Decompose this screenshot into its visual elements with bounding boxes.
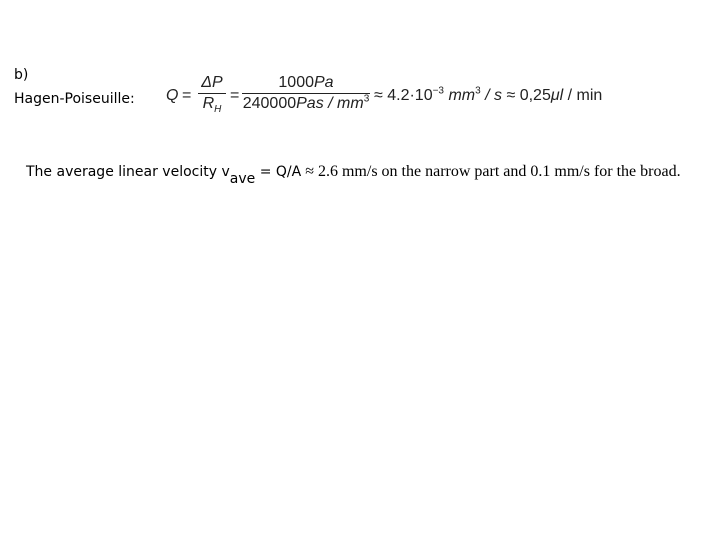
part-label: b) xyxy=(14,67,29,83)
formula-result: ≈ $4.2\cdot 10^{-3}$ $mm^3 / s \approx 0,25\mu l / \min$ xyxy=(374,85,603,104)
formula-equals-2: = xyxy=(230,87,240,104)
formula-lhs: Q xyxy=(166,87,179,104)
fraction-pressure-resistance xyxy=(198,74,226,116)
section-title: Hagen-Poiseuille: xyxy=(14,91,135,107)
hagen-poiseuille-formula xyxy=(166,74,626,120)
velocity-subscript: ave xyxy=(229,171,256,187)
fraction-1-denominator: $R_H$ xyxy=(202,95,222,116)
fraction-2-denominator: $240000Pas / mm^3$ xyxy=(242,93,370,112)
fraction-2-bar xyxy=(242,93,370,94)
average-velocity-text: The average linear velocity $v_{ave} = Q/A \approx 2.6$ mm/s on the narrow part and 0.1 mm/s for the broad. xyxy=(26,163,681,187)
fraction-1-bar xyxy=(198,93,226,94)
formula-equals-1: = xyxy=(182,87,192,104)
fraction-1-numerator: ΔP xyxy=(201,74,223,91)
fraction-values xyxy=(242,74,370,113)
fraction-2-numerator: 1000Pa xyxy=(278,74,334,91)
